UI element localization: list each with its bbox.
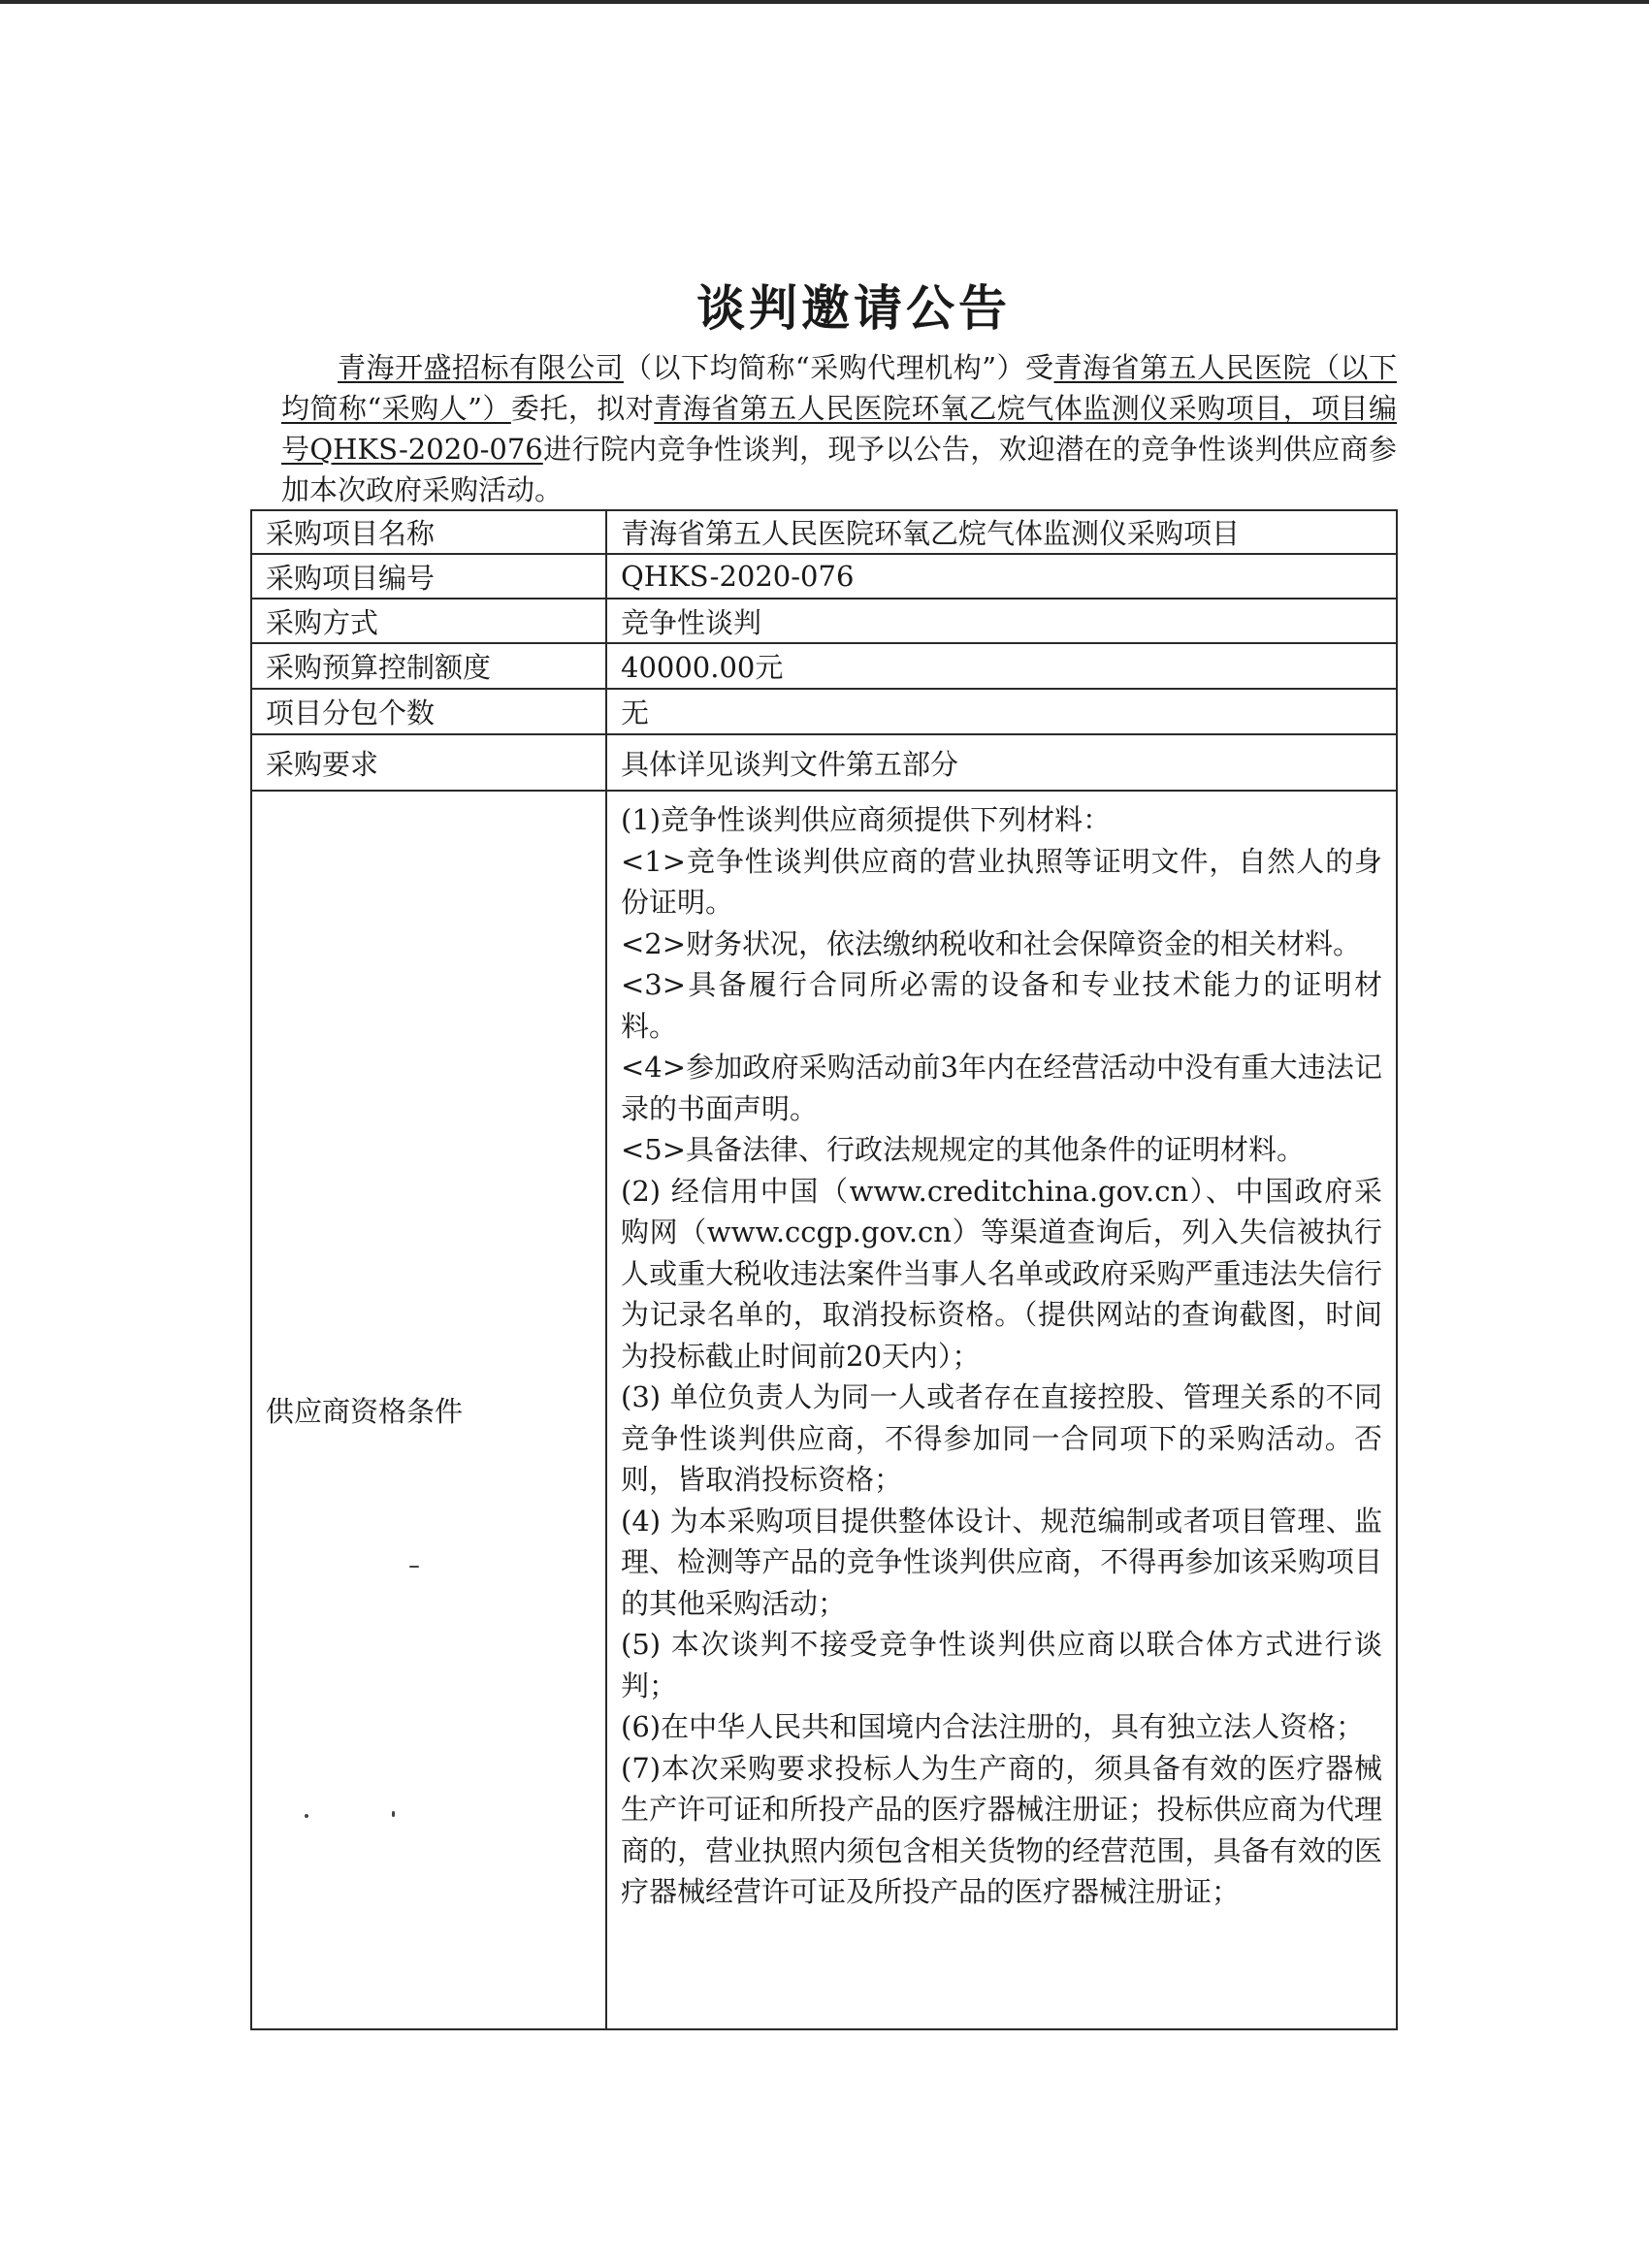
table-row	[251, 643, 1397, 689]
intro-text-2: 委托，拟对	[510, 392, 655, 425]
intro-text-3: 进行院内竞争性谈判，现予以公告，欢迎潜在的竞争性谈判供应商参加本次政府采购活动。	[281, 433, 1397, 506]
row-label: 项目分包个数	[251, 689, 606, 734]
qualification-item: (7)本次采购要求投标人为生产商的，须具备有效的医疗器械生产许可证和所投产品的医疗器械注册证；投标供应商为代理商的，营业执照内须包含相关货物的经营范围，具备有效的医疗器械经营许可证及所投产品的医疗器械注册证；	[621, 1751, 1382, 1908]
scan-speck	[392, 1811, 395, 1817]
row-label: 采购方式	[251, 599, 606, 643]
qualification-item: <3>具备履行合同所必需的设备和专业技术能力的证明材料。	[621, 968, 1382, 1043]
row-value: 具体详见谈判文件第五部分	[606, 734, 1397, 791]
row-label: 采购项目名称	[251, 510, 606, 554]
purchaser-name: 青海省第五人民医院（以下均简称“采购人”）	[281, 351, 1397, 425]
qualification-row	[251, 791, 1397, 2029]
row-label: 采购预算控制额度	[251, 643, 606, 689]
table-row	[251, 510, 1397, 554]
qualification-list	[606, 791, 1397, 2029]
row-label: 采购项目编号	[251, 554, 606, 599]
row-value: 青海省第五人民医院环氧乙烷气体监测仪采购项目	[606, 510, 1397, 554]
qualification-label: 供应商资格条件	[251, 791, 606, 2029]
qualification-item: <5>具备法律、行政法规规定的其他条件的证明材料。	[621, 1133, 1306, 1166]
table-row	[251, 734, 1397, 791]
row-label: 采购要求	[251, 734, 606, 791]
qualification-item: <1>竞争性谈判供应商的营业执照等证明文件，自然人的身份证明。	[621, 844, 1382, 919]
table-row	[251, 689, 1397, 734]
qualification-item: (2) 经信用中国（www.creditchina.gov.cn）、中国政府采购网（www.ccgp.gov.cn）等渠道查询后，列入失信被执行人或重大税收违法案件当事人名单或政府采购严重违法失信行为记录名单的，取消投标资格。（提供网站的查询截图，时间为投标截止时间前20天内）；	[621, 1174, 1382, 1373]
procurement-info-table	[250, 509, 1398, 2030]
intro-text-1: （以下均简称“采购代理机构”）受	[623, 351, 1054, 384]
qualification-item: (1)竞争性谈判供应商须提供下列材料：	[621, 803, 1112, 836]
table-row	[251, 599, 1397, 643]
page-title: 谈判邀请公告	[696, 280, 1011, 337]
intro-paragraph	[281, 347, 1397, 510]
qualification-item: (3) 单位负责人为同一人或者存在直接控股、管理关系的不同竞争性谈判供应商，不得参加同一合同项下的采购活动。否则，皆取消投标资格；	[621, 1380, 1382, 1496]
qualification-item: (5) 本次谈判不接受竞争性谈判供应商以联合体方式进行谈判；	[621, 1628, 1382, 1702]
qualification-item: (4) 为本采购项目提供整体设计、规范编制或者项目管理、监理、检测等产品的竞争性谈判供应商，不得再参加该采购项目的其他采购活动；	[621, 1504, 1382, 1620]
agency-name: 青海开盛招标有限公司	[338, 351, 624, 384]
scan-top-edge	[0, 0, 1649, 4]
project-reference: 青海省第五人民医院环氧乙烷气体监测仪采购项目，项目编号QHKS-2020-076	[281, 392, 1397, 466]
table-row	[251, 554, 1397, 599]
qualification-item: <4>参加政府采购活动前3年内在经营活动中没有重大违法记录的书面声明。	[621, 1051, 1382, 1125]
qualification-item: (6)在中华人民共和国境内合法注册的，具有独立法人资格；	[621, 1710, 1365, 1743]
row-value: 无	[606, 689, 1397, 734]
row-value: 竞争性谈判	[606, 599, 1397, 643]
row-value: QHKS-2020-076	[606, 554, 1397, 599]
qualification-item: <2>财务状况，依法缴纳税收和社会保障资金的相关材料。	[621, 926, 1362, 960]
row-value: 40000.00元	[606, 643, 1397, 689]
scan-speck	[409, 1566, 419, 1568]
scan-speck	[305, 1814, 308, 1818]
